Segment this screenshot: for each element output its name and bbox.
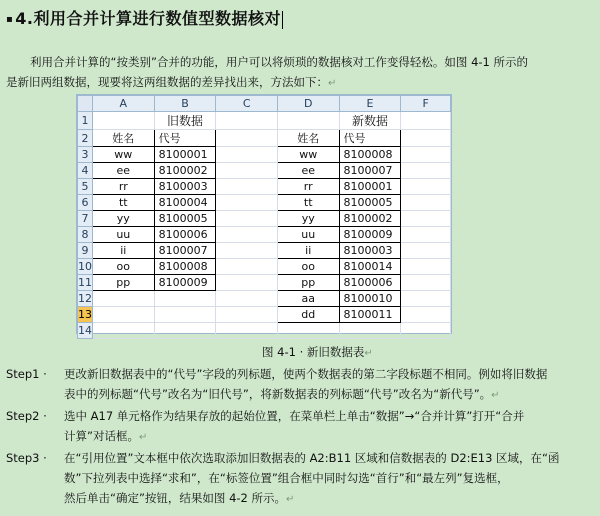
new-code-cell[interactable]: 8100011: [339, 307, 401, 323]
paragraph-mark-icon: ↵: [328, 78, 337, 89]
cell[interactable]: [216, 163, 277, 179]
new-code-cell[interactable]: 8100008: [339, 147, 401, 163]
new-code-cell[interactable]: 8100007: [339, 163, 401, 179]
step-2: [6, 406, 596, 448]
old-name-cell[interactable]: pp: [93, 275, 155, 291]
cell[interactable]: [277, 112, 339, 130]
cell[interactable]: [401, 130, 451, 147]
row-header[interactable]: 13: [78, 308, 92, 321]
cell[interactable]: [401, 112, 451, 130]
cell[interactable]: [401, 291, 451, 307]
sheet-row: [78, 147, 451, 163]
cell[interactable]: [216, 275, 277, 291]
new-name-cell[interactable]: dd: [277, 307, 339, 323]
new-code-cell[interactable]: 8100005: [339, 195, 401, 211]
old-name-cell[interactable]: tt: [93, 195, 155, 211]
cell[interactable]: [401, 163, 451, 179]
new-name-cell[interactable]: tt: [277, 195, 339, 211]
row-header[interactable]: 7: [78, 211, 93, 227]
step-label: Step2 ·: [6, 409, 47, 423]
cell[interactable]: [401, 259, 451, 275]
paragraph-mark-icon: ↵: [491, 390, 500, 401]
sheet-row: [78, 179, 451, 195]
step-line: 表中的列标题“代号”改名为“旧代号”，将新数据表的列标题“代号”改名为“新代号”。: [64, 387, 492, 401]
row-header[interactable]: 14: [78, 324, 92, 337]
new-code-cell[interactable]: 8100001: [339, 179, 401, 195]
sheet-row: [78, 195, 451, 211]
step-label: Step3 ·: [6, 451, 47, 465]
sheet-row: [78, 112, 451, 130]
new-code-cell[interactable]: 8100003: [339, 243, 401, 259]
cell[interactable]: [216, 227, 277, 243]
old-name-cell[interactable]: ii: [93, 243, 155, 259]
cell[interactable]: [216, 291, 277, 307]
paragraph-mark-icon: ↵: [364, 348, 373, 359]
cell[interactable]: [401, 227, 451, 243]
new-data-title[interactable]: 新数据: [339, 112, 401, 130]
select-all-corner[interactable]: [78, 96, 93, 112]
old-code-cell[interactable]: 8100008: [154, 259, 216, 275]
cell[interactable]: [93, 323, 155, 339]
cell[interactable]: [216, 147, 277, 163]
sheet-row: [78, 259, 451, 275]
sheet-row: [78, 130, 451, 147]
new-code-cell[interactable]: 8100014: [339, 259, 401, 275]
cell[interactable]: [216, 243, 277, 259]
new-name-cell[interactable]: aa: [277, 291, 339, 307]
old-code-cell[interactable]: 8100003: [154, 179, 216, 195]
step-line: 数”下拉列表中选择“求和”，在“标签位置”组合框中同时勾选“首行”和“最左列”复选框，: [64, 471, 509, 485]
cell[interactable]: [277, 323, 339, 339]
new-header-name[interactable]: 姓名: [277, 130, 339, 147]
cell[interactable]: [216, 179, 277, 195]
sheet-row: [78, 275, 451, 291]
spreadsheet[interactable]: [76, 94, 452, 337]
new-code-cell[interactable]: 8100006: [339, 275, 401, 291]
old-name-cell[interactable]: yy: [93, 211, 155, 227]
step-label: Step1 ·: [6, 367, 47, 381]
new-code-cell[interactable]: 8100010: [339, 291, 401, 307]
intro-line-1: 利用合并计算的“按类别”合并的功能，用户可以将烦琐的数据核对工作变得轻松。如图 4-1 所示的: [30, 55, 529, 69]
cell[interactable]: [216, 130, 277, 147]
column-header-f[interactable]: F: [401, 96, 451, 112]
column-header-a[interactable]: A: [93, 96, 155, 112]
new-name-cell[interactable]: yy: [277, 211, 339, 227]
bullet-icon: ▪: [6, 14, 14, 25]
cell[interactable]: [339, 323, 401, 339]
figure-caption: [262, 344, 373, 360]
row-header[interactable]: 5: [78, 179, 93, 195]
row-header[interactable]: 2: [78, 130, 93, 147]
cell[interactable]: [216, 307, 277, 323]
row-header[interactable]: 6: [78, 195, 93, 211]
row-header[interactable]: 11: [78, 276, 92, 289]
text-cursor: [282, 11, 283, 29]
old-code-cell[interactable]: 8100004: [154, 195, 216, 211]
figure-caption-text: 图 4-1 · 新旧数据表: [262, 345, 365, 359]
new-name-cell[interactable]: ii: [277, 243, 339, 259]
old-code-cell[interactable]: 8100007: [154, 243, 216, 259]
row-header[interactable]: 12: [78, 292, 92, 305]
cell[interactable]: [154, 291, 216, 307]
cell[interactable]: [401, 179, 451, 195]
step-line: 选中 A17 单元格作为结果存放的起始位置，在菜单栏上单击“数据”→“合并计算”打开“合并: [64, 409, 525, 423]
row-header[interactable]: 10: [78, 260, 92, 273]
spreadsheet-grid[interactable]: [77, 95, 451, 339]
old-name-cell[interactable]: oo: [93, 259, 155, 275]
old-name-cell[interactable]: ee: [93, 163, 155, 179]
step-1: [6, 364, 596, 406]
sheet-row: [78, 163, 451, 179]
step-line: 在“引用位置”文本框中依次选取添加旧数据表的 A2:B11 区域和信数据表的 D2:E13 区域，在“函: [64, 451, 560, 465]
paragraph-mark-icon: ↵: [138, 432, 148, 443]
new-name-cell[interactable]: rr: [277, 179, 339, 195]
new-name-cell[interactable]: ww: [277, 147, 339, 163]
column-header-b[interactable]: B: [154, 96, 216, 112]
cell[interactable]: [401, 147, 451, 163]
sheet-row: [78, 307, 451, 323]
sheet-row: [78, 211, 451, 227]
row-header[interactable]: 3: [78, 147, 93, 163]
cell[interactable]: [401, 243, 451, 259]
new-name-cell[interactable]: pp: [277, 275, 339, 291]
row-header[interactable]: 1: [78, 112, 93, 130]
row-header[interactable]: 8: [78, 227, 93, 243]
new-name-cell[interactable]: uu: [277, 227, 339, 243]
cell[interactable]: [216, 323, 277, 339]
new-name-cell[interactable]: oo: [277, 259, 339, 275]
step-line: 然后单击“确定”按钮，结果如图 4-2 所示。: [64, 491, 287, 505]
old-code-cell[interactable]: 8100001: [154, 147, 216, 163]
intro-paragraph: [6, 52, 596, 94]
sheet-row: [78, 291, 451, 307]
cell[interactable]: [401, 275, 451, 291]
row-header[interactable]: 4: [78, 163, 93, 179]
cell[interactable]: [154, 323, 216, 339]
cell[interactable]: [401, 323, 451, 339]
old-name-cell[interactable]: ww: [93, 147, 155, 163]
column-header-c[interactable]: C: [216, 96, 277, 112]
old-code-cell[interactable]: 8100009: [154, 275, 216, 291]
step-3: [6, 448, 596, 510]
cell[interactable]: [93, 307, 155, 323]
old-name-cell[interactable]: uu: [93, 227, 155, 243]
sheet-row: [78, 243, 451, 259]
paragraph-mark-icon: ↵: [286, 494, 295, 505]
cell[interactable]: [401, 307, 451, 323]
old-code-cell[interactable]: 8100002: [154, 163, 216, 179]
intro-line-2: 是新旧两组数据，现要将这两组数据的差异找出来，方法如下：: [6, 75, 328, 89]
new-code-cell[interactable]: 8100002: [339, 211, 401, 227]
cell[interactable]: [93, 112, 155, 130]
sheet-row: [78, 323, 451, 339]
column-header-d[interactable]: D: [277, 96, 339, 112]
cell[interactable]: [93, 291, 155, 307]
cell[interactable]: [216, 195, 277, 211]
row-header[interactable]: 9: [78, 243, 93, 259]
new-code-cell[interactable]: 8100009: [339, 227, 401, 243]
cell[interactable]: [401, 211, 451, 227]
cell[interactable]: [216, 112, 277, 130]
old-header-code[interactable]: 代号: [154, 130, 216, 147]
column-header-e[interactable]: E: [339, 96, 401, 112]
old-code-cell[interactable]: 8100005: [154, 211, 216, 227]
old-data-title[interactable]: 旧数据: [154, 112, 216, 130]
new-name-cell[interactable]: ee: [277, 163, 339, 179]
old-code-cell[interactable]: 8100006: [154, 227, 216, 243]
section-heading: [6, 6, 283, 29]
step-line: 更改新旧数据表中的“代号”字段的列标题，使两个数据表的第二字段标题不相同。例如将旧数据: [64, 367, 548, 381]
step-line: 计算”对话框。: [64, 429, 139, 443]
column-header-row: [78, 96, 451, 112]
cell[interactable]: [216, 259, 277, 275]
cell[interactable]: [401, 195, 451, 211]
cell[interactable]: [216, 211, 277, 227]
heading-number: 4.: [15, 9, 34, 28]
old-name-cell[interactable]: rr: [93, 179, 155, 195]
new-header-code[interactable]: 代号: [339, 130, 401, 147]
old-header-name[interactable]: 姓名: [93, 130, 155, 147]
cell[interactable]: [154, 307, 216, 323]
sheet-row: [78, 227, 451, 243]
heading-title: 利用合并计算进行数值型数据核对: [33, 9, 282, 28]
